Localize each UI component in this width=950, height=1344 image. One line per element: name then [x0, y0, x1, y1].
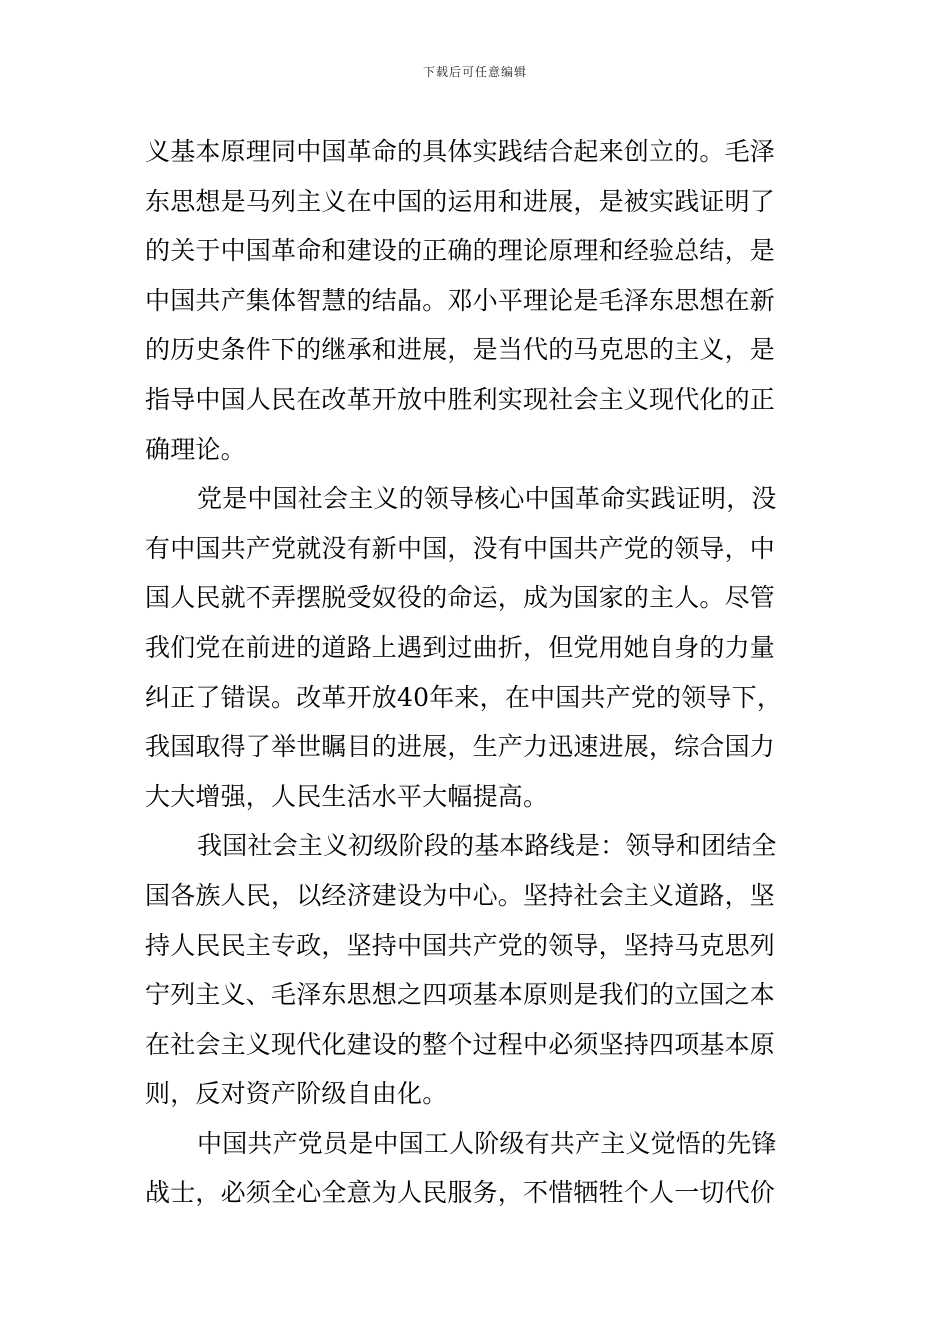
text-line: 的历史条件下的继承和进展，是当代的马克思的主义，是 — [145, 335, 776, 365]
text-line: 中国共产集体智慧的结晶。邓小平理论是毛泽东思想在新 — [145, 285, 776, 315]
paragraph-1 — [145, 127, 815, 474]
text-line: 东思想是马列主义在中国的运用和进展，是被实践证明了 — [145, 186, 776, 216]
text-line: 中国共产党员是中国工人阶级有共产主义觉悟的先锋 — [197, 1128, 777, 1158]
text-line: 我国社会主义初级阶段的基本路线是：领导和团结全 — [197, 831, 777, 861]
text-line: 我国取得了举世瞩目的进展，生产力迅速进展，综合国力 — [145, 732, 776, 762]
paragraph-4 — [145, 1119, 815, 1218]
paragraph-2 — [145, 474, 815, 821]
text-line: 义基本原理同中国革命的具体实践结合起来创立的。毛泽 — [145, 137, 776, 166]
text-line: 确理论。 — [145, 434, 246, 464]
text-line: 纠正了错误。改革开放40年来，在中国共产党的领导下， — [145, 682, 783, 712]
text-line: 持人民民主专政，坚持中国共产党的领导，坚持马克思列 — [145, 930, 776, 960]
text-line: 大大增强，人民生活水平大幅提高。 — [145, 781, 549, 811]
text-line: 国各族人民，以经济建设为中心。坚持社会主义道路，坚 — [145, 880, 776, 910]
text-line: 党是中国社会主义的领导核心中国革命实践证明，没 — [197, 484, 777, 514]
text-line: 则，反对资产阶级自由化。 — [145, 1079, 448, 1109]
body-text — [145, 127, 815, 1218]
text-line: 有中国共产党就没有新中国，没有中国共产党的领导，中 — [145, 533, 776, 563]
text-line: 指导中国人民在改革开放中胜利实现社会主义现代化的正 — [145, 384, 776, 414]
page-header: 下载后可任意编辑 — [422, 65, 527, 79]
text-line: 战士，必须全心全意为人民服务，不惜牺牲个人一切代价 — [145, 1178, 776, 1208]
text-line: 在社会主义现代化建设的整个过程中必须坚持四项基本原 — [145, 1029, 776, 1059]
paragraph-3 — [145, 821, 815, 1119]
text-line: 国人民就不弄摆脱受奴役的命运，成为国家的主人。尽管 — [145, 583, 776, 613]
text-line: 的关于中国革命和建设的正确的理论原理和经验总结，是 — [145, 236, 776, 266]
text-line: 我们党在前进的道路上遇到过曲折，但党用她自身的力量 — [145, 632, 776, 662]
text-line: 宁列主义、毛泽东思想之四项基本原则是我们的立国之本 — [145, 980, 776, 1010]
